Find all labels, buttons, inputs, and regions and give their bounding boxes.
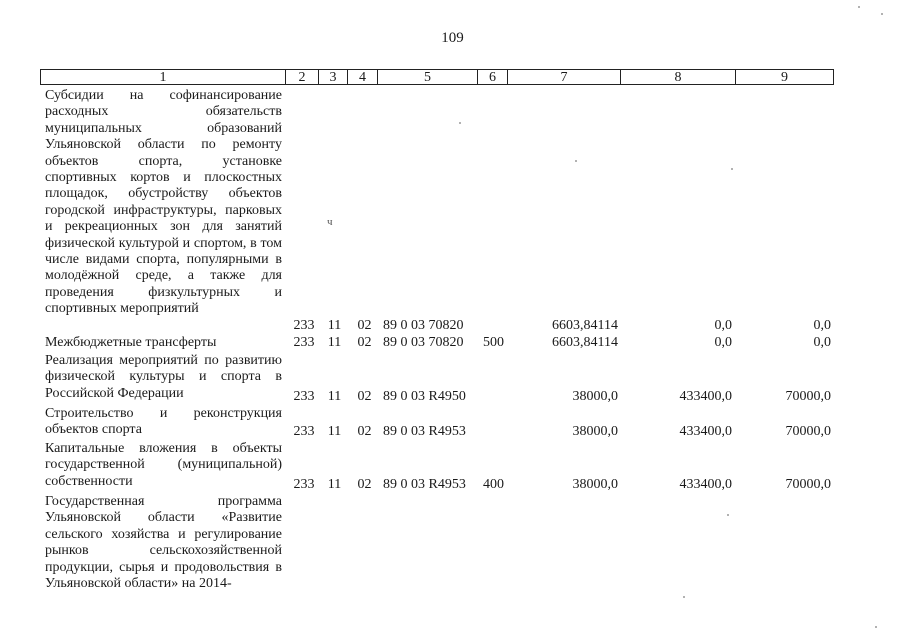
scan-speck — [731, 168, 733, 170]
scan-speck — [875, 626, 877, 628]
page-number: 109 — [441, 30, 464, 46]
table-cell-col-2: 233 — [293, 477, 315, 492]
table-row-name: Строительство и реконструкция объектов спорта — [45, 406, 282, 438]
scan-speck — [683, 596, 685, 598]
table-cell-col-9: 70000,0 — [785, 424, 831, 439]
stray-mark: ч — [327, 216, 333, 228]
table-cell-col-6: 400 — [483, 477, 504, 492]
table-cell-col-7: 6603,84114 — [552, 318, 618, 333]
scan-speck — [575, 160, 577, 162]
table-header-col-1: 1 — [40, 69, 286, 85]
table-header-col-2: 2 — [286, 69, 319, 85]
table-cell-col-3: 11 — [327, 424, 342, 439]
table-cell-col-8: 433400,0 — [679, 389, 732, 404]
table-header-col-5: 5 — [378, 69, 478, 85]
table-cell-col-8: 433400,0 — [679, 477, 732, 492]
table-cell-col-5: 89 0 03 70820 — [383, 318, 464, 333]
scan-speck — [858, 6, 860, 8]
table-header-col-7: 7 — [508, 69, 621, 85]
table-cell-col-7: 38000,0 — [572, 477, 618, 492]
table-cell-col-3: 11 — [327, 318, 342, 333]
table-cell-col-8: 0,0 — [714, 335, 732, 350]
table-cell-col-2: 233 — [293, 389, 315, 404]
table-cell-col-5: 89 0 03 R4950 — [383, 389, 466, 404]
table-cell-col-3: 11 — [327, 335, 342, 350]
table-row-name: Межбюджетные трансферты — [45, 335, 217, 350]
table-row-name: Реализация мероприятий по развитию физической культуры и спорта в Российской Федерации — [45, 353, 282, 401]
table-cell-col-9: 70000,0 — [785, 477, 831, 492]
table-cell-col-4: 02 — [357, 477, 372, 492]
table-cell-col-5: 89 0 03 70820 — [383, 335, 464, 350]
table-header-col-9: 9 — [736, 69, 834, 85]
table-row-name: Субсидии на софинансирование расходных обязательств муниципальных образований Ульяновской области по ремонту объектов спорта, установке спортивных кортов и плоскостных площадок, обустройству объектов городской инфраструктуры, парковых и рекреационных зон для занятий физической культурой и спортом, в том числе видами спорта, популярными в молодёжной среде, а также для проведения физкультурных и спортивных мероприятий — [45, 88, 282, 317]
table-header-col-6: 6 — [478, 69, 508, 85]
scan-speck — [881, 13, 883, 15]
scan-speck — [727, 514, 729, 516]
table-cell-col-9: 0,0 — [813, 335, 831, 350]
table-cell-col-2: 233 — [293, 335, 315, 350]
table-header-col-8: 8 — [621, 69, 736, 85]
scan-speck — [459, 122, 461, 124]
table-cell-col-7: 38000,0 — [572, 424, 618, 439]
table-cell-col-4: 02 — [357, 424, 372, 439]
table-cell-col-4: 02 — [357, 389, 372, 404]
table-cell-col-4: 02 — [357, 318, 372, 333]
table-cell-col-4: 02 — [357, 335, 372, 350]
table-cell-col-5: 89 0 03 R4953 — [383, 424, 466, 439]
table-cell-col-2: 233 — [293, 318, 315, 333]
table-cell-col-9: 0,0 — [813, 318, 831, 333]
table-header-col-4: 4 — [348, 69, 378, 85]
table-cell-col-7: 6603,84114 — [552, 335, 618, 350]
table-cell-col-8: 0,0 — [714, 318, 732, 333]
table-cell-col-7: 38000,0 — [572, 389, 618, 404]
table-row-name: Государственная программа Ульяновской области «Развитие сельского хозяйства и регулирование рынков сельскохозяйственной продукции, сырья и продовольствия в Ульяновской области» на 2014- — [45, 494, 282, 592]
table-cell-col-6: 500 — [483, 335, 504, 350]
table-header-col-3: 3 — [319, 69, 348, 85]
table-cell-col-3: 11 — [327, 389, 342, 404]
table-cell-col-9: 70000,0 — [785, 389, 831, 404]
table-cell-col-5: 89 0 03 R4953 — [383, 477, 466, 492]
table-cell-col-2: 233 — [293, 424, 315, 439]
table-row-name: Капитальные вложения в объекты государственной (муниципальной) собственности — [45, 441, 282, 489]
table-cell-col-8: 433400,0 — [679, 424, 732, 439]
table-cell-col-3: 11 — [327, 477, 342, 492]
